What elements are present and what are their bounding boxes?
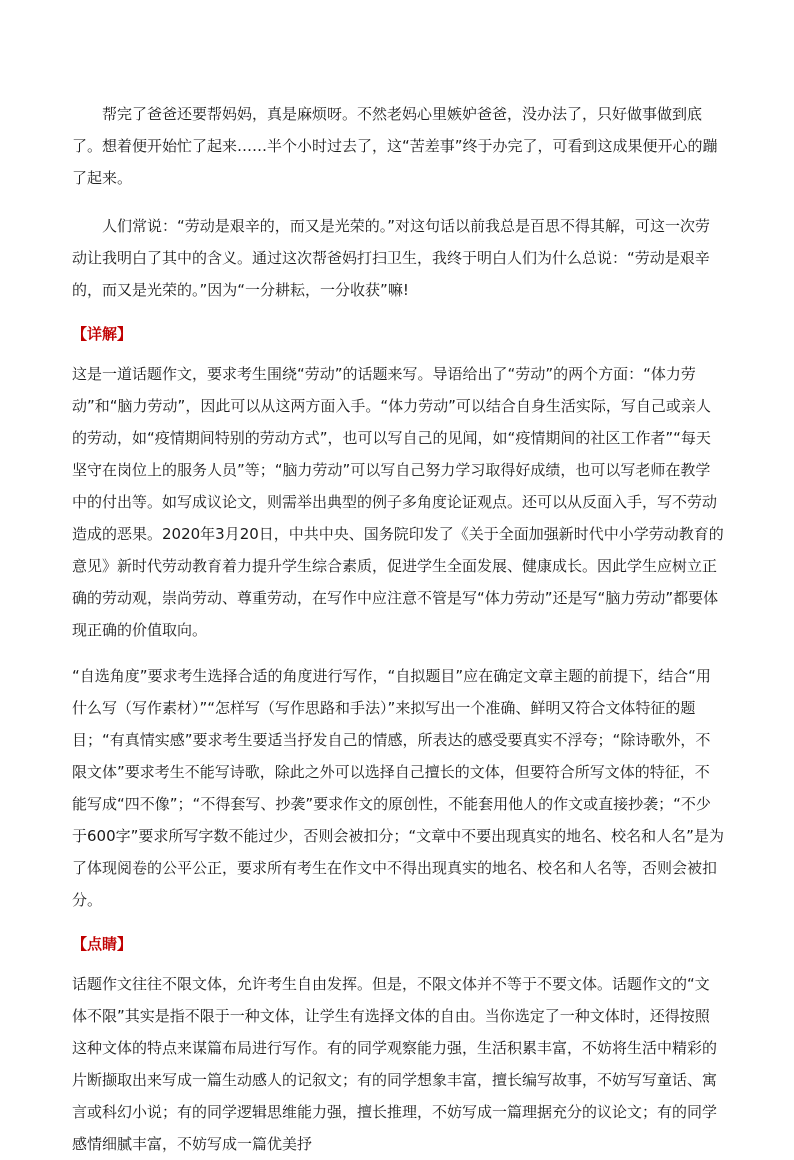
document-body	[72, 98, 724, 1160]
tips-paragraph-1: 话题作文往往不限文体，允许考生自由发挥。但是，不限文体并不等于不要文体。话题作文的“文体不限”其实是指不限于一种文体，让学生有选择文体的自由。当你选定了一种文体时，还得按照这种文体的特点来谋篇布局进行写作。有的同学观察能力强，生活积累丰富，不妨将生活中精彩的片断撷取出来写成一篇生动感人的记叙文；有的同学想象丰富，擅长编写故事，不妨写写童话、寓言或科幻小说；有的同学逻辑思维能力强，擅长推理，不妨写成一篇理据充分的议论文；有的同学感情细腻丰富，不妨写成一篇优美抒	[72, 975, 718, 1153]
analysis-heading: 【详解】	[72, 325, 133, 343]
analysis-paragraph-2: “自选角度”要求考生选择合适的角度进行写作，“自拟题目”应在确定文章主题的前提下，结合“用什么写（写作素材）”“怎样写（写作思路和手法）”来拟写出一个准确、鲜明又符合文体特征的题目；“有真情实感”要求考生要适当抒发自己的情感，所表达的感受要真实不浮夸；“除诗歌外，不限文体”要求考生不能写诗歌，除此之外可以选择自己擅长的文体，但要符合所写文体的特征，不能写成“四不像”；“不得套写、抄袭”要求作文的原创性，不能套用他人的作文或直接抄袭；“不少于600字”要求所写字数不能过少，否则会被扣分；“文章中不要出现真实的地名、校名和人名”是为了体现阅卷的公平公正，要求所有考生在作文中不得出现真实的地名、校名和人名等，否则会被扣分。	[72, 667, 724, 909]
essay-paragraph-2: 人们常说：“劳动是艰辛的，而又是光荣的。”对这句话以前我总是百思不得其解，可这一次劳动让我明白了其中的含义。通过这次帮爸妈打扫卫生，我终于明白人们为什么总说：“劳动是艰辛的，而又是光荣的。”因为“一分耕耘，一分收获”嘛!	[72, 217, 711, 299]
essay-paragraph-1: 帮完了爸爸还要帮妈妈，真是麻烦呀。不然老妈心里嫉妒爸爸，没办法了，只好做事做到底了。想着便开始忙了起来……半个小时过去了，这“苦差事”终于办完了，可看到这成果便开心的蹦了起来。	[72, 105, 718, 187]
analysis-paragraph-1: 这是一道话题作文，要求考生围绕“劳动”的话题来写。导语给出了“劳动”的两个方面：“体力劳动”和“脑力劳动”，因此可以从这两方面入手。“体力劳动”可以结合自身生活实际，写自己或亲人的劳动，如“疫情期间特别的劳动方式”，也可以写自己的见闻，如“疫情期间的社区工作者”“每天坚守在岗位上的服务人员”等；“脑力劳动”可以写自己努力学习取得好成绩，也可以写老师在教学中的付出等。如写成议论文，则需举出典型的例子多角度论证观点。还可以从反面入手，写不劳动造成的恶果。2020年3月20日，中共中央、国务院印发了《关于全面加强新时代中小学劳动教育的意见》新时代劳动教育着力提升学生综合素质，促进学生全面发展、健康成长。因此学生应树立正确的劳动观，崇尚劳动、尊重劳动，在写作中应注意不管是写“体力劳动”还是写“脑力劳动”都要体现正确的价值取向。	[72, 365, 724, 639]
tips-heading: 【点睛】	[72, 935, 133, 953]
